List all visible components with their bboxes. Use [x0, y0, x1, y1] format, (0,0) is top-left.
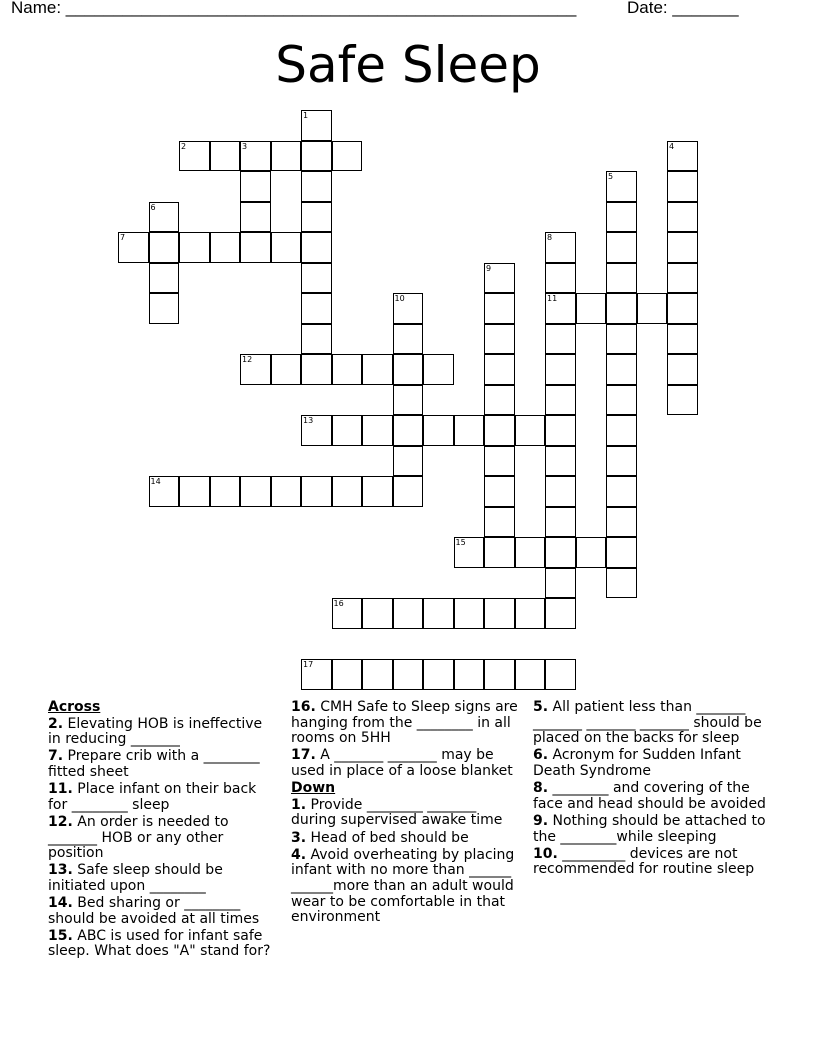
clue-number: 15.: [48, 927, 73, 944]
crossword-cell[interactable]: [515, 598, 546, 629]
clue-number: 16.: [291, 699, 316, 715]
crossword-cell[interactable]: [149, 476, 180, 507]
clue-number: 14.: [48, 895, 73, 912]
crossword-cell[interactable]: [484, 659, 515, 690]
crossword-cell[interactable]: [210, 232, 241, 263]
crossword-cell[interactable]: [118, 232, 149, 263]
crossword-cell[interactable]: [484, 476, 515, 507]
clue-number: 1.: [291, 796, 307, 813]
clue-number-label: 3: [242, 141, 248, 151]
crossword-cell[interactable]: [545, 263, 576, 294]
crossword-cell[interactable]: [362, 659, 393, 690]
clue-number-label: 11: [547, 294, 558, 303]
crossword-cell[interactable]: [271, 476, 302, 507]
clue-down-4: [291, 848, 519, 926]
page-title: Safe Sleep: [275, 36, 541, 94]
clue-down-9: [533, 814, 769, 845]
clue-across-14: [48, 896, 274, 927]
clue-text: CMH Safe to Sleep signs are hanging from the ________ in all rooms on 5HH: [291, 699, 518, 747]
crossword-cell[interactable]: [362, 354, 393, 385]
crossword-cell[interactable]: [149, 263, 180, 294]
crossword-cell[interactable]: [301, 324, 332, 355]
clue-number: 9.: [533, 812, 549, 829]
crossword-cell[interactable]: [667, 141, 698, 172]
crossword-cell[interactable]: [667, 263, 698, 294]
clue-text: ________ and covering of the face and head should be avoided: [533, 780, 766, 812]
crossword-cell[interactable]: [240, 354, 271, 385]
date-line: _______: [672, 0, 739, 17]
crossword-cell[interactable]: [606, 446, 637, 477]
clue-text: All patient less than _______ _______ _______ _______ should be placed on the backs for sleep: [533, 699, 762, 747]
crossword-cell[interactable]: [484, 598, 515, 629]
crossword-cell[interactable]: [454, 659, 485, 690]
crossword-cell[interactable]: [393, 293, 424, 324]
clue-number: 4.: [291, 846, 307, 863]
crossword-cell[interactable]: [423, 598, 454, 629]
crossword-cell[interactable]: [606, 385, 637, 416]
crossword-cell[interactable]: [454, 415, 485, 446]
crossword-cell[interactable]: [667, 171, 698, 202]
crossword-cell[interactable]: [149, 232, 180, 263]
crossword-cell[interactable]: [393, 476, 424, 507]
crossword-cell[interactable]: [606, 293, 637, 324]
crossword-cell[interactable]: [606, 568, 637, 599]
crossword-cell[interactable]: [393, 598, 424, 629]
clue-number-label: 10: [394, 294, 405, 303]
clue-number-label: 2: [181, 141, 187, 151]
crossword-cell[interactable]: [423, 415, 454, 446]
crossword-cell[interactable]: [301, 415, 332, 446]
crossword-cell[interactable]: [484, 446, 515, 477]
crossword-cell[interactable]: [667, 385, 698, 416]
clue-number-label: 12: [242, 355, 253, 364]
crossword-cell[interactable]: [301, 110, 332, 141]
clue-across-15: [48, 929, 274, 960]
crossword-cell[interactable]: [393, 385, 424, 416]
crossword-cell[interactable]: [484, 354, 515, 385]
crossword-cell[interactable]: [149, 293, 180, 324]
crossword-cell[interactable]: [362, 476, 393, 507]
crossword-cell[interactable]: [606, 476, 637, 507]
clue-text: ABC is used for infant safe sleep. What does "A" stand for?: [48, 927, 271, 960]
crossword-cell[interactable]: [393, 446, 424, 477]
clue-down-6: [533, 748, 769, 779]
crossword-cell[interactable]: [515, 659, 546, 690]
crossword-cell[interactable]: [240, 171, 271, 202]
crossword-cell[interactable]: [362, 598, 393, 629]
crossword-cell[interactable]: [149, 202, 180, 233]
clue-number: 17.: [291, 747, 316, 764]
crossword-cell[interactable]: [667, 202, 698, 233]
crossword-cell[interactable]: [301, 232, 332, 263]
crossword-cell[interactable]: [545, 446, 576, 477]
crossword-cell[interactable]: [484, 507, 515, 538]
clue-text: Prepare crib with a ________ fitted sheet: [48, 748, 260, 780]
clue-number-label: 13: [303, 416, 314, 425]
crossword-cell[interactable]: [606, 263, 637, 294]
crossword-cell[interactable]: [301, 141, 332, 172]
crossword-cell[interactable]: [545, 293, 576, 324]
crossword-cell[interactable]: [667, 354, 698, 385]
clue-number-label: 14: [150, 477, 161, 486]
crossword-cell[interactable]: [545, 354, 576, 385]
crossword-cell[interactable]: [606, 354, 637, 385]
crossword-cell[interactable]: [545, 568, 576, 599]
crossword-cell[interactable]: [362, 415, 393, 446]
clue-across-16: [291, 700, 519, 747]
crossword-cell[interactable]: [179, 232, 210, 263]
crossword-cell[interactable]: [606, 324, 637, 355]
across-clues: [48, 717, 274, 960]
crossword-cell[interactable]: [545, 507, 576, 538]
clue-number-label: 4: [669, 141, 675, 151]
clue-text: Provide ________ _______ during supervised awake time: [291, 796, 503, 829]
crossword-cell[interactable]: [454, 537, 485, 568]
crossword-cell[interactable]: [332, 476, 363, 507]
clue-across-17: [291, 748, 519, 779]
crossword-cell[interactable]: [576, 293, 607, 324]
crossword-cell[interactable]: [545, 385, 576, 416]
clue-text: An order is needed to _______ HOB or any other position: [48, 813, 229, 862]
clue-number-label: 9: [486, 263, 492, 273]
clue-text: Avoid overheating by placing infant with no more than ______ ______more than an adult would wear to be comfortable in that environment: [291, 846, 515, 926]
clue-number-label: 7: [120, 233, 126, 242]
clue-number-label: 1: [303, 111, 309, 120]
crossword-cell[interactable]: [301, 659, 332, 690]
crossword-cell[interactable]: [484, 385, 515, 416]
clue-down-3: [291, 831, 519, 847]
crossword-cell[interactable]: [332, 598, 363, 629]
clue-text: Safe sleep should be initiated upon ________: [48, 862, 223, 894]
crossword-cell[interactable]: [240, 202, 271, 233]
crossword-cell[interactable]: [484, 293, 515, 324]
clue-number-label: 6: [150, 202, 156, 212]
date-label: Date:: [627, 0, 673, 17]
clue-text: Nothing should be attached to the ________while sleeping: [533, 812, 766, 845]
crossword-cell[interactable]: [484, 263, 515, 294]
crossword-cell[interactable]: [515, 537, 546, 568]
clue-down-8: [533, 781, 769, 812]
crossword-cell[interactable]: [393, 324, 424, 355]
clue-number: 12.: [48, 813, 73, 830]
clue-number: 2.: [48, 715, 64, 732]
clue-across-11: [48, 782, 274, 813]
crossword-cell[interactable]: [301, 202, 332, 233]
clue-text: Head of bed should be: [310, 829, 469, 846]
crossword-cell[interactable]: [515, 415, 546, 446]
clue-number: 8.: [533, 780, 549, 797]
clue-across-7: [48, 749, 274, 780]
clue-number-label: 15: [455, 538, 466, 547]
crossword-cell[interactable]: [210, 141, 241, 172]
crossword-cell[interactable]: [545, 324, 576, 355]
clue-across-12: [48, 815, 274, 862]
crossword-cell[interactable]: [301, 171, 332, 202]
crossword-cell[interactable]: [332, 141, 363, 172]
crossword-cell[interactable]: [393, 415, 424, 446]
clue-number: 11.: [48, 781, 73, 798]
crossword-cell[interactable]: [332, 659, 363, 690]
clue-across-13: [48, 863, 274, 894]
crossword-cell[interactable]: [301, 476, 332, 507]
clue-number: 13.: [48, 862, 73, 879]
crossword-cell[interactable]: [606, 537, 637, 568]
crossword-cell[interactable]: [606, 171, 637, 202]
crossword-cell[interactable]: [667, 232, 698, 263]
clue-text: A _______ _______ may be used in place of a loose blanket: [291, 747, 513, 779]
crossword-cell[interactable]: [667, 324, 698, 355]
crossword-cell[interactable]: [606, 507, 637, 538]
clues-column-3: [533, 700, 769, 880]
crossword-cell[interactable]: [301, 293, 332, 324]
crossword-cell[interactable]: [454, 598, 485, 629]
clue-number: 3.: [291, 829, 307, 846]
clue-down-10: [533, 847, 769, 878]
crossword-cell[interactable]: [210, 476, 241, 507]
crossword-cell[interactable]: [606, 415, 637, 446]
crossword-cell[interactable]: [240, 232, 271, 263]
crossword-cell[interactable]: [545, 232, 576, 263]
crossword-cell[interactable]: [667, 293, 698, 324]
crossword-cell[interactable]: [393, 659, 424, 690]
clue-number: 6.: [533, 747, 549, 764]
crossword-cell[interactable]: [637, 293, 668, 324]
crossword-cell[interactable]: [576, 537, 607, 568]
crossword-cell[interactable]: [423, 659, 454, 690]
crossword-cell[interactable]: [301, 263, 332, 294]
crossword-cell[interactable]: [332, 415, 363, 446]
crossword-cell[interactable]: [606, 232, 637, 263]
crossword-cell[interactable]: [545, 476, 576, 507]
name-line: ______________________________________________________: [65, 0, 577, 17]
clue-text: Bed sharing or ________ should be avoided at all times: [48, 895, 260, 927]
crossword-cell[interactable]: [545, 659, 576, 690]
crossword-cell[interactable]: [484, 324, 515, 355]
clue-down-5: [533, 700, 769, 747]
crossword-cell[interactable]: [606, 202, 637, 233]
across-heading: Across: [48, 699, 101, 715]
clue-number-label: 5: [608, 172, 614, 181]
crossword-cell[interactable]: [271, 354, 302, 385]
crossword-cell[interactable]: [179, 141, 210, 172]
crossword-cell[interactable]: [271, 141, 302, 172]
clues-column-2: [291, 700, 519, 927]
name-label: Name:: [11, 0, 66, 17]
crossword-cell[interactable]: [240, 476, 271, 507]
clue-number: 10.: [533, 845, 558, 862]
crossword-cell[interactable]: [484, 415, 515, 446]
crossword-cell[interactable]: [301, 354, 332, 385]
crossword-cell[interactable]: [545, 415, 576, 446]
clue-number: 7.: [48, 748, 64, 765]
down-heading: Down: [291, 780, 336, 797]
clue-text: Acronym for Sudden Infant Death Syndrome: [533, 747, 741, 779]
clue-text: Place infant on their back for ________ sleep: [48, 781, 257, 813]
crossword-cell[interactable]: [271, 232, 302, 263]
crossword-cell[interactable]: [240, 141, 271, 172]
crossword-cell[interactable]: [545, 537, 576, 568]
clue-number-label: 17: [303, 660, 314, 669]
clues-column-1: [48, 700, 274, 962]
clue-number-label: 16: [333, 599, 344, 608]
clue-text: _________ devices are not recommended for routine sleep: [533, 845, 755, 878]
crossword-cell[interactable]: [332, 354, 363, 385]
crossword-cell[interactable]: [393, 354, 424, 385]
clue-number: 5.: [533, 699, 549, 715]
clue-text: Elevating HOB is ineffective in reducing _______: [48, 715, 263, 748]
clue-down-1: [291, 798, 519, 829]
crossword-cell[interactable]: [484, 537, 515, 568]
crossword-cell[interactable]: [179, 476, 210, 507]
crossword-cell[interactable]: [423, 354, 454, 385]
crossword-cell[interactable]: [545, 598, 576, 629]
clue-across-2: [48, 717, 274, 748]
clue-number-label: 8: [547, 233, 553, 242]
